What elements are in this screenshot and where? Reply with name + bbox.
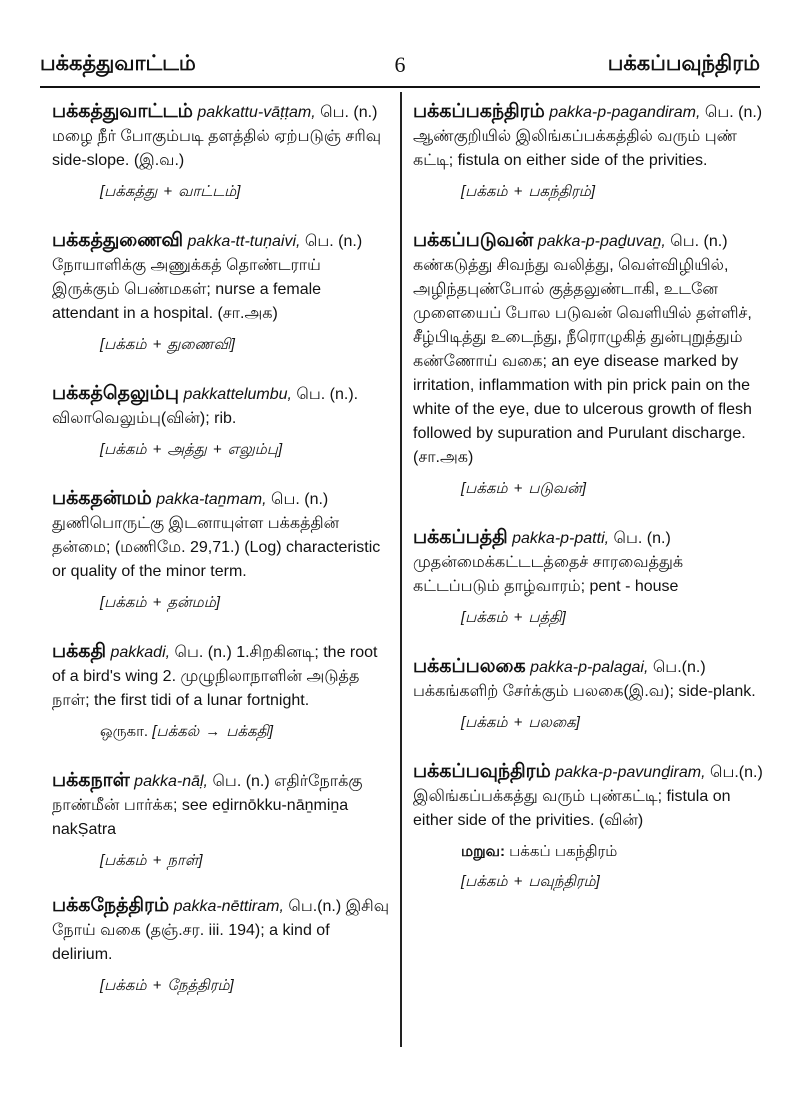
transliteration: pakka-tt-tuṇaivi,	[187, 233, 301, 250]
page-number: 6	[394, 52, 406, 77]
etymology: [பக்கம் + பலகை]	[461, 714, 580, 731]
transliteration: pakka-p-pavunḏiram,	[555, 764, 706, 781]
headword: பக்கத்துணைவி	[52, 230, 184, 251]
definition: பெ.(n.) பக்கங்களிற் சேர்க்கும் பலகை(இ.வ); side-plank.	[413, 659, 756, 700]
headword: பக்கப்படுவன்	[413, 230, 534, 251]
dictionary-entry	[52, 382, 390, 431]
headword: பக்கநாள்	[52, 770, 130, 791]
dictionary-entry	[413, 760, 768, 833]
dictionary-entry	[52, 229, 390, 326]
right-column	[413, 100, 768, 893]
headword: பக்கப்பலகை	[413, 656, 526, 677]
synonym-value: பக்கப் பகந்திரம்	[509, 843, 618, 860]
running-head-right: பக்கப்பவுந்திரம்	[607, 52, 760, 75]
etymology: [பக்கம் + துணைவி]	[100, 336, 235, 353]
definition: பெ. (n.). விலாவெலும்பு(வின்); rib.	[52, 386, 359, 427]
headword: பக்கநேத்திரம்	[52, 895, 170, 916]
definition: பெ.(n.) இசிவு நோய் வகை (தஞ்.சர. iii. 194); a kind of delirium.	[52, 898, 390, 963]
left-column	[52, 100, 390, 997]
dictionary-entry	[52, 894, 390, 967]
header-rule	[40, 86, 760, 88]
etymology: [பக்கம் + நேத்திரம்]	[100, 977, 234, 994]
transliteration: pakka-nāḷ,	[134, 773, 208, 790]
etymology: [பக்கம் + பவுந்திரம்]	[461, 873, 600, 890]
definition: பெ. (n.) எதிர்நோக்கு நாண்மீன் பார்க்க; see eḏirnōkku-nāṉmiṉa nakṢatra	[52, 773, 363, 838]
headword: பக்கப்பகந்திரம்	[413, 101, 545, 122]
dictionary-entry	[413, 655, 768, 704]
definition: பெ. (n.) நோயாளிக்கு அணுக்கத் தொண்டராய் இருக்கும் பெண்மகள்; nurse a female attendant in a hospital. (சா.அக)	[52, 233, 363, 322]
etymology: ஒருகா. [பக்கல் → பக்கதி]	[100, 723, 274, 740]
dictionary-entry	[413, 526, 768, 599]
etymology: [பக்கம் + படுவன்]	[461, 480, 586, 497]
definition: பெ.(n.) இலிங்கப்பக்கத்து வரும் புண்கட்டி; fistula on either side of the privities. (வின்)	[413, 764, 763, 829]
transliteration: pakka-nēttiram,	[173, 898, 284, 915]
transliteration: pakka-p-palagai,	[530, 659, 649, 676]
etymology: [பக்கம் + அத்து + எலும்பு]	[100, 441, 283, 458]
dictionary-entry	[413, 100, 768, 173]
definition: பெ. (n.) மழை நீர் போகும்படி தளத்தில் ஏற்படுஞ் சரிவு side-slope. (இ.வ.)	[52, 104, 382, 169]
headword: பக்கப்பவுந்திரம்	[413, 761, 551, 782]
definition: பெ. (n.) 1.சிறகினடி; the root of a bird's wing 2. முழுநிலாநாளின் அடுத்த நாள்; the first tidi of a lunar fortnight.	[52, 644, 378, 709]
etymology: [பக்கம் + பத்தி]	[461, 609, 566, 626]
transliteration: pakka-p-patti,	[512, 530, 610, 547]
dictionary-entry	[52, 487, 390, 584]
transliteration: pakka-p-pagandiram,	[549, 104, 701, 121]
etymology: [பக்கம் + பகந்திரம்]	[461, 183, 596, 200]
headword: பக்கதன்மம்	[52, 488, 152, 509]
definition: பெ. (n.) துணிபொருட்கு இடனாயுள்ள பக்கத்தின் தன்மை; (மணிமே. 29,71.) (Log) characteristic or quality of the minor term.	[52, 491, 381, 580]
column-divider	[400, 92, 402, 1047]
note-prefix: ஒருகா.	[100, 723, 149, 740]
dictionary-entry	[52, 640, 390, 713]
etymology: [பக்கம் + நாள்]	[100, 852, 203, 869]
synonym-label: மறுவ:	[461, 843, 505, 860]
transliteration: pakkattelumbu,	[183, 386, 292, 403]
dictionary-entry	[52, 100, 390, 173]
page-header	[40, 52, 760, 88]
transliteration: pakkadi,	[110, 644, 171, 661]
etymology: [பக்கம் + தன்மம்]	[100, 594, 220, 611]
synonym-line	[413, 841, 768, 863]
transliteration: pakka-p-paḏuvaṉ,	[537, 233, 666, 250]
definition: பெ. (n.) முதன்மைக்கட்டடத்தைச் சாரவைத்துக் கட்டப்படும் தாழ்வாரம்; pent - house	[413, 530, 684, 595]
headword: பக்கதி	[52, 641, 107, 662]
etymology: [பக்கத்து + வாட்டம்]	[100, 183, 241, 200]
headword: பக்கத்தெலும்பு	[52, 383, 179, 404]
dictionary-entry	[52, 769, 390, 842]
definition: பெ. (n.) கண்கடுத்து சிவந்து வலித்து, வெள்விழியில், அழிந்தபுண்போல் குத்தலுண்டாகி, உடனே முளையைப் போல படுவன் வெளியில் தள்ளிச், சீழ்பிடித்து உடைந்து, நீரொழுகித் துன்புறுத்தும் கண்ணோய் வகை; an eye disease marked by irritation, inflammation with pin prick pain on the white of the eye, due to ulcerous growth of flesh followed by supuration and Purulant discharge. (சா.அக)	[413, 233, 752, 466]
headword: பக்கப்பத்தி	[413, 527, 508, 548]
definition: பெ. (n.) ஆண்குறியில் இலிங்கப்பக்கத்தில் வரும் புண் கட்டி; fistula on either side of the privities.	[413, 104, 763, 169]
transliteration: pakka-taṉmam,	[156, 491, 267, 508]
running-head-left: பக்கத்துவாட்டம்	[40, 52, 196, 75]
headword: பக்கத்துவாட்டம்	[52, 101, 193, 122]
dictionary-entry	[413, 229, 768, 470]
transliteration: pakkattu-vāṭṭam,	[197, 104, 316, 121]
